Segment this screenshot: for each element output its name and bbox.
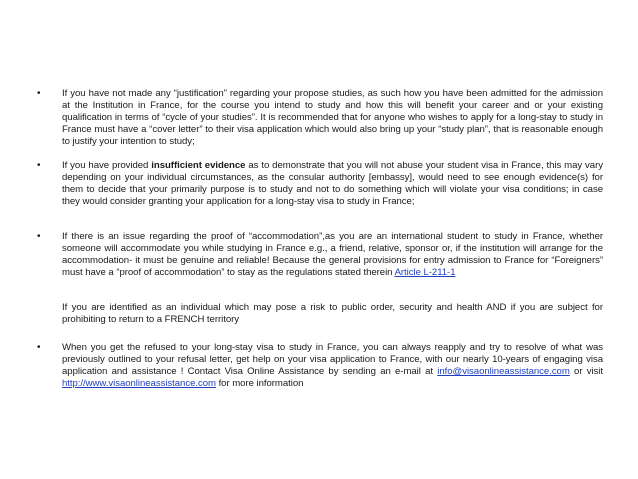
bullet: • <box>37 342 41 353</box>
paragraph-reapply <box>62 342 603 390</box>
bullet: • <box>37 231 41 242</box>
paragraph-text: as to demonstrate that you will not abuse your student visa in France, this may vary depending on your individual circumstances, as the consular authority [embassy], would need to see enough evidence(s) for them to decide that your primarily purpose is to study and not to do something which will violate your visa conditions; in case they would consider granting your application for a long-stay visa to study in France; <box>62 160 603 207</box>
paragraph-justification: If you have not made any “justification” regarding your propose studies, as such how you have been admitted for the admission at the Institution in France, for the course you intend to study and how this will benefit your career and or your existing qualification in terms of “cycle of your studies”. It is recommended that for anyone who wishes to apply for a long-stay to study in France must have a “cover letter” to their visa application which would also bring up your “study plan”, that is reasonable enough to justify your intention to study; <box>62 88 603 147</box>
emphasis-text: insufficient evidence <box>151 160 246 171</box>
paragraph-text: If there is an issue regarding the proof of “accommodation”,as you are an international student to study in France, whether someone will accommodate you while studying in France e.g., a friend, relative, sponsor or, if the institution will arrange for the accommodation- it must be genuine and reliable! Because the general provisions for entry admission to France for “Foreigners” must have a “proof of accommodation” to stay as the regulations stated therein <box>62 231 603 278</box>
paragraph-risk: If you are identified as an individual which may pose a risk to public order, security and health AND if you are subject for prohibiting to return to a FRENCH territory <box>62 302 603 325</box>
bullet: • <box>37 88 41 99</box>
paragraph-insufficient-evidence <box>62 160 603 208</box>
paragraph-text: or visit <box>569 366 603 377</box>
paragraph-text: When you get the refused to your long-stay visa to study in France, you can always reapply and try to resolve of what was previously outlined to your refusal letter, get help on your visa application to France, with our nearly 10-years of engaging visa application and assistance ! Contact Visa Online Assistance by sending an e-mail at <box>62 342 603 377</box>
paragraph-text: If you have provided <box>62 160 152 171</box>
email-link[interactable]: info@visaonlineassistance.com <box>437 366 570 377</box>
paragraph-accommodation <box>62 231 603 279</box>
bullet: • <box>37 160 41 171</box>
article-link[interactable]: Article L-211-1 <box>394 267 456 278</box>
paragraph-text: for more information <box>215 378 304 389</box>
website-link[interactable]: http://www.visaonlineassistance.com <box>62 378 216 389</box>
